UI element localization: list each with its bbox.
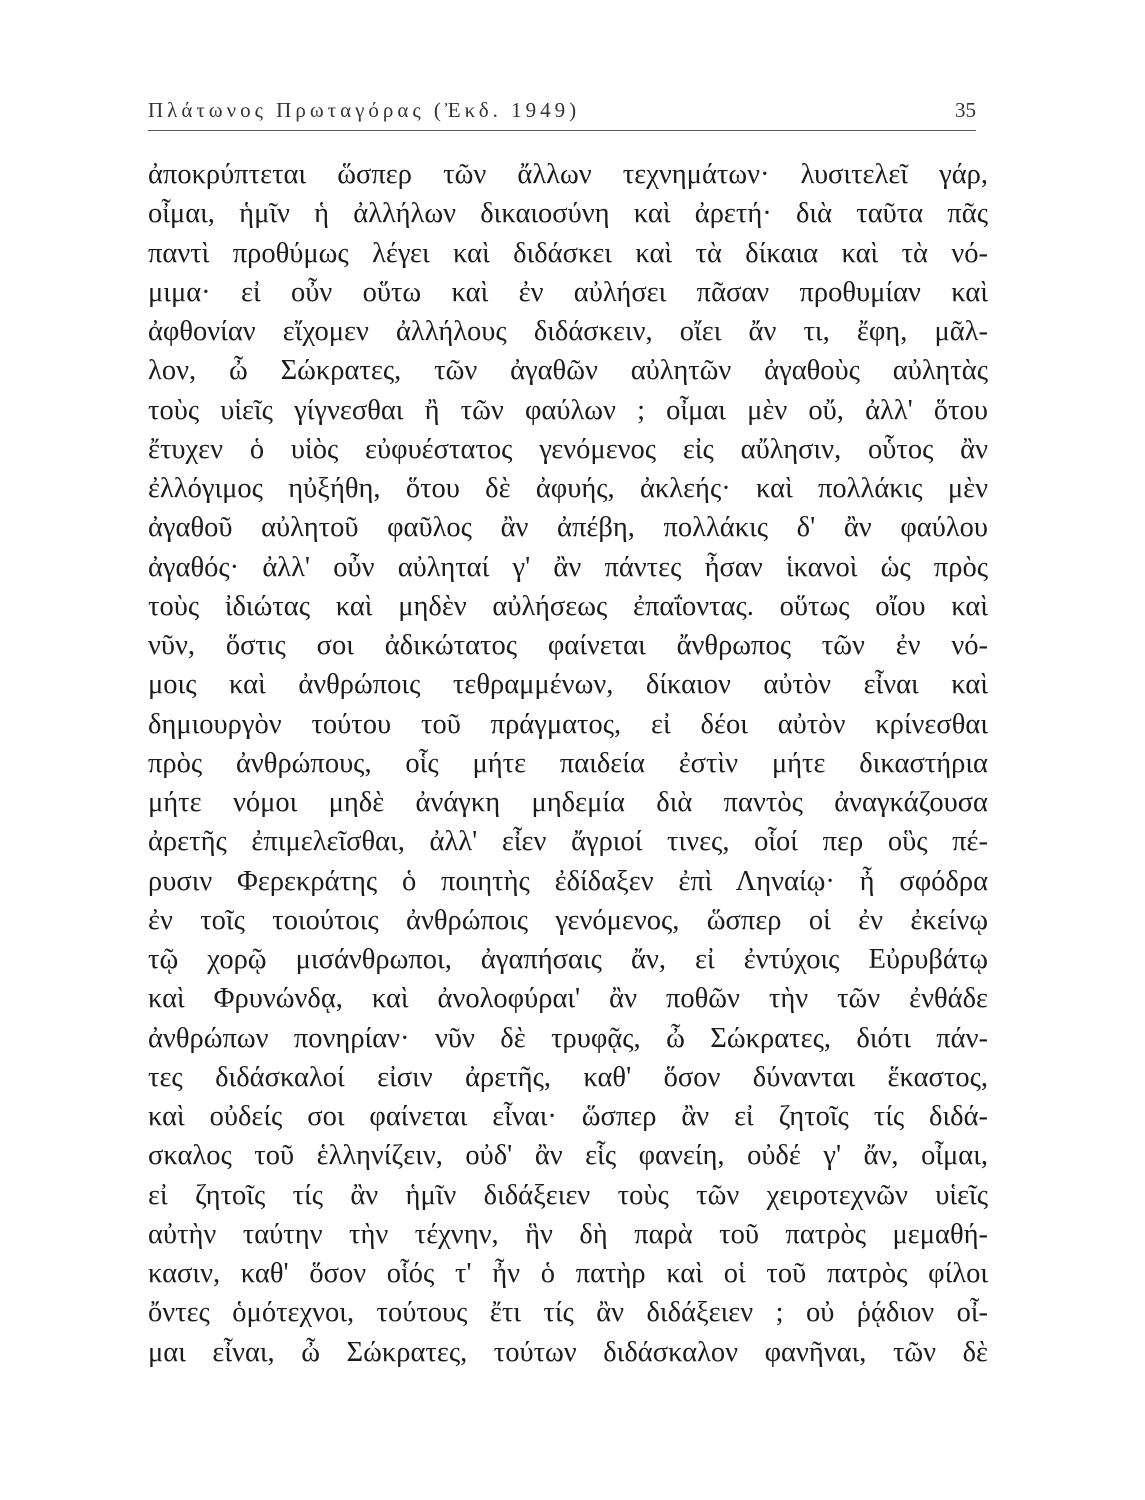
text-line: μοις καὶ ἀνθρώποις τεθραμμένων, δίκαιον αὐτὸν εἶναι καὶ (148, 669, 988, 701)
page-number: 35 (955, 98, 976, 122)
text-line: ἀφθονίαν εἴχομεν ἀλλήλους διδάσκειν, οἴει ἄν τι, ἔφη, μᾶλ- (148, 316, 988, 347)
text-line: ἀρετῆς ἐπιμελεῖσθαι, ἀλλ' εἶεν ἄγριοί τινες, οἷοί περ οὓς πέ- (148, 826, 988, 858)
text-line: τες διδάσκαλοί εἰσιν ἀρετῆς, καθ' ὅσον δύνανται ἕκαστος, (148, 1061, 988, 1093)
text-line: κασιν, καθ' ὅσον οἷός τ' ἦν ὁ πατὴρ καὶ οἱ τοῦ πατρὸς φίλοι (148, 1258, 988, 1289)
text-line: ρυσιν Φερεκράτης ὁ ποιητὴς ἐδίδαξεν ἐπὶ Ληναίῳ· ἦ σφόδρα (148, 865, 988, 897)
text-line: ἀγαθοῦ αὐλητοῦ φαῦλος ἂν ἀπέβη, πολλάκις δ' ἂν φαύλου (148, 512, 988, 544)
text-line: ἐλλόγιμος ηὐξήθη, ὅτου δὲ ἀφυής, ἀκλεής· καὶ πολλάκις μὲν (148, 473, 988, 504)
text-line: σκαλος τοῦ ἑλληνίζειν, οὐδ' ἂν εἷς φανείη, οὐδέ γ' ἄν, οἶμαι, (148, 1140, 988, 1172)
text-line: τοὺς υἱεῖς γίγνεσθαι ἢ τῶν φαύλων ; οἶμαι μὲν οὔ, ἀλλ' ὅτου (148, 394, 988, 426)
text-line: εἰ ζητοῖς τίς ἂν ἡμῖν διδάξειεν τοὺς τῶν χειροτεχνῶν υἱεῖς (148, 1179, 988, 1211)
text-line: ἀνθρώπων πονηρίαν· νῦν δὲ τρυφᾷς, ὦ Σώκρατες, διότι πάν- (148, 1022, 988, 1054)
text-line: ἀποκρύπτεται ὥσπερ τῶν ἄλλων τεχνημάτων· λυσιτελεῖ γάρ, (148, 159, 988, 190)
text-line: καὶ Φρυνώνδᾳ, καὶ ἀνολοφύραι' ἂν ποθῶν τὴν τῶν ἐνθάδε (148, 983, 988, 1015)
text-line: μιμα· εἰ οὖν οὕτω καὶ ἐν αὐλήσει πᾶσαν προθυμίαν καὶ (148, 276, 988, 308)
text-line: παντὶ προθύμως λέγει καὶ διδάσκει καὶ τὰ δίκαια καὶ τὰ νό- (148, 237, 988, 269)
text-line: ἀγαθός· ἀλλ' οὖν αὐληταί γ' ἂν πάντες ἦσαν ἱκανοὶ ὡς πρὸς (148, 551, 988, 583)
text-line: μήτε νόμοι μηδὲ ἀνάγκη μηδεμία διὰ παντὸς ἀναγκάζουσα (148, 787, 988, 818)
text-line: ἔτυχεν ὁ υἱὸς εὐφυέστατος γενόμενος εἰς αὔλησιν, οὗτος ἂν (148, 433, 988, 465)
text-line: πρὸς ἀνθρώπους, οἷς μήτε παιδεία ἐστὶν μήτε δικαστήρια (148, 747, 988, 779)
text-line: ἐν τοῖς τοιούτοις ἀνθρώποις γενόμενος, ὥσπερ οἱ ἐν ἐκείνῳ (148, 904, 988, 936)
greek-text-body (148, 155, 988, 1372)
running-header (148, 96, 976, 131)
text-line: τοὺς ἰδιώτας καὶ μηδὲν αὐλήσεως ἐπαΐοντας. οὕτως οἴου καὶ (148, 590, 988, 622)
text-line: λον, ὦ Σώκρατες, τῶν ἀγαθῶν αὐλητῶν ἀγαθοὺς αὐλητὰς (148, 355, 988, 387)
text-line: ὄντες ὁμότεχνοι, τούτους ἔτι τίς ἂν διδάξειεν ; οὐ ῥᾴδιον οἶ- (148, 1297, 988, 1329)
text-line: τῷ χορῷ μισάνθρωποι, ἀγαπήσαις ἄν, εἰ ἐντύχοις Εὐρυβάτῳ (148, 944, 988, 975)
text-line: οἶμαι, ἡμῖν ἡ ἀλλήλων δικαιοσύνη καὶ ἀρετή· διὰ ταῦτα πᾶς (148, 198, 988, 230)
running-title: Πλάτωνος Πρωταγόρας (Ἐκδ. 1949) (148, 98, 581, 122)
text-line: μαι εἶναι, ὦ Σώκρατες, τούτων διδάσκαλον φανῆναι, τῶν δὲ (148, 1336, 988, 1368)
text-line: καὶ οὐδείς σοι φαίνεται εἶναι· ὥσπερ ἂν εἰ ζητοῖς τίς διδά- (148, 1101, 988, 1132)
text-line: νῦν, ὅστις σοι ἀδικώτατος φαίνεται ἄνθρωπος τῶν ἐν νό- (148, 630, 988, 661)
text-line: δημιουργὸν τούτου τοῦ πράγματος, εἰ δέοι αὐτὸν κρίνεσθαι (148, 708, 988, 740)
text-line: αὐτὴν ταύτην τὴν τέχνην, ἣν δὴ παρὰ τοῦ πατρὸς μεμαθή- (148, 1218, 988, 1250)
